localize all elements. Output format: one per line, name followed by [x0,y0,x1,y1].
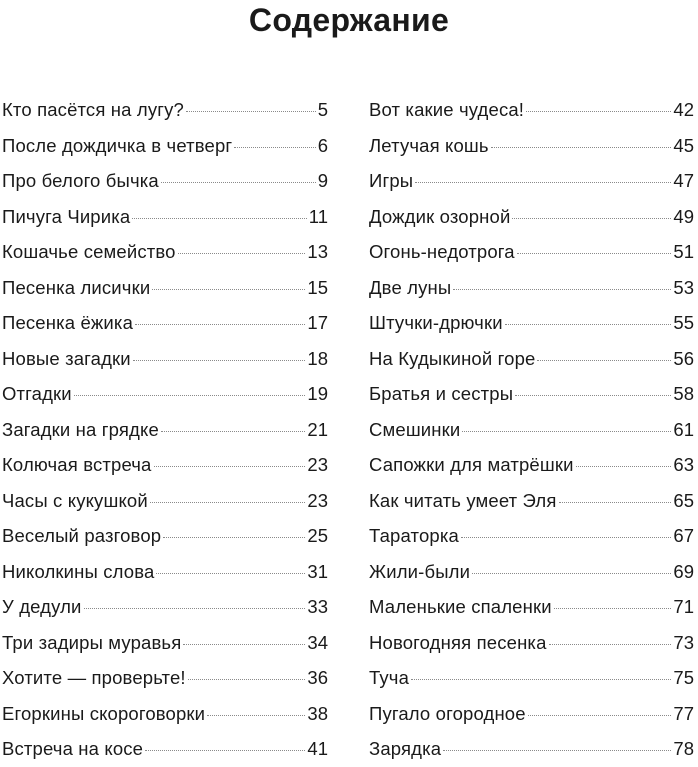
toc-entry[interactable] [369,305,694,341]
dot-leader [453,289,671,290]
dot-leader [462,431,671,432]
dot-leader [411,679,671,680]
dot-leader [554,608,672,609]
dot-leader [491,147,672,148]
toc-entry-page: 67 [673,525,694,546]
dot-leader [74,395,306,396]
toc-entry-page: 63 [673,454,694,475]
toc-entry-title: Зарядка [369,738,442,759]
dot-leader [207,715,305,716]
page-title: Содержание [248,2,450,38]
dot-leader [526,111,671,112]
toc-entry[interactable] [2,163,328,199]
toc-entry-title: Сапожки для матрёшки [369,454,574,475]
toc-entry-page: 58 [673,383,694,404]
dot-leader [150,502,306,503]
toc-entry-page: 9 [317,170,328,191]
toc-entry-title: Кто пасётся на лугу? [2,99,184,120]
toc-entry[interactable] [369,589,694,625]
toc-entry[interactable] [2,305,328,341]
toc-entry[interactable] [2,447,328,483]
toc-entry-page: 23 [307,489,328,511]
toc-entry-page: 49 [673,205,694,227]
toc-entry-title: Загадки на грядке [2,418,159,440]
toc-entry-title: Вот какие чудеса! [369,99,525,120]
toc-entry-title: Веселый разговор [2,525,162,546]
dot-leader [186,111,316,112]
toc-entry[interactable] [2,660,328,696]
toc-entry-title: Пугало огородное [369,702,526,724]
toc-entry[interactable] [369,554,694,590]
toc-entry[interactable] [369,447,694,483]
dot-leader [132,218,306,219]
toc-entry-page: 47 [673,170,694,191]
dot-leader [549,644,672,645]
toc-entry[interactable] [369,128,694,164]
toc-entry-page: 42 [673,99,694,120]
toc-entry-title: Кошачье семейство [2,241,176,262]
toc-entry-page: 77 [673,702,694,724]
dot-leader [512,218,671,219]
dot-leader [517,253,672,254]
toc-entry-title: Про белого бычка [2,170,159,191]
toc-entry-title: Песенка лисички [2,276,151,298]
toc-entry-title: Новогодняя песенка [369,631,547,653]
dot-leader [472,573,671,574]
toc-entry-title: Огонь-недотрога [369,241,515,262]
dot-leader [161,182,316,183]
toc-entry[interactable] [369,696,694,732]
toc-entry-page: 19 [307,383,328,404]
toc-entry-title: Колючая встреча [2,454,152,475]
toc-entry-title: Игры [369,170,414,191]
toc-entry[interactable] [2,234,328,270]
toc-entry-title: Новые загадки [2,347,131,369]
dot-leader [461,537,672,538]
toc-entry-page: 21 [307,418,328,440]
toc-entry[interactable] [2,589,328,625]
dot-leader [537,360,671,361]
dot-leader [145,750,305,751]
toc-entry-title: Встреча на косе [2,738,144,759]
toc-entry-page: 75 [673,667,694,688]
toc-entry[interactable] [2,554,328,590]
toc-entry-page: 13 [307,241,328,262]
toc-entry-page: 18 [307,347,328,369]
toc-entry[interactable] [369,234,694,270]
dot-leader [515,395,671,396]
dot-leader [234,147,315,148]
toc-entry-page: 17 [307,312,328,333]
toc-entry[interactable] [2,731,328,767]
toc-entry-title: Хотите — проверьте! [2,667,186,688]
toc-entry[interactable] [369,163,694,199]
toc-entry-page: 65 [673,489,694,511]
toc-entry[interactable] [2,412,328,448]
toc-column-left [2,92,328,767]
dot-leader [163,537,305,538]
toc-entry-title: Штучки-дрючки [369,312,503,333]
toc-entry-title: Жили-были [369,560,471,582]
toc-entry-title: Пичуга Чирика [2,205,131,227]
toc-entry[interactable] [369,270,694,306]
dot-leader [188,679,306,680]
toc-entry-page: 69 [673,560,694,582]
toc-entry-page: 73 [673,631,694,653]
dot-leader [528,715,672,716]
toc-entry[interactable] [2,625,328,661]
toc-entry[interactable] [369,92,694,128]
toc-entry-page: 25 [307,525,328,546]
toc-entry-title: На Кудыкиной горе [369,347,536,369]
dot-leader [183,644,305,645]
dot-leader [178,253,306,254]
toc-entry-title: У дедули [2,596,82,617]
toc-column-right [369,92,694,767]
toc-entry-page: 45 [673,134,694,156]
toc-entry[interactable] [2,270,328,306]
toc-entry[interactable] [369,199,694,235]
toc-entry-title: Туча [369,667,410,688]
dot-leader [576,466,672,467]
toc-entry-title: Летучая кошь [369,134,489,156]
toc-entry-title: Отгадки [2,383,72,404]
toc-entry[interactable] [2,483,328,519]
toc-entry-title: Часы с кукушкой [2,489,148,511]
toc-entry[interactable] [2,92,328,128]
dot-leader [505,324,672,325]
toc-entry-page: 51 [673,241,694,262]
toc-entry-title: Егоркины скороговорки [2,702,206,724]
toc-entry-title: После дождичка в четверг [2,134,233,156]
toc-entry[interactable] [2,199,328,235]
toc-entry-page: 5 [317,99,328,120]
toc-entry[interactable] [2,696,328,732]
toc-entry[interactable] [369,341,694,377]
toc-entry[interactable] [369,412,694,448]
toc-entry-page: 53 [673,276,694,298]
toc-entry-page: 71 [673,596,694,617]
toc-entry-page: 31 [307,560,328,582]
toc-entry-title: Тараторка [369,525,459,546]
toc-entry-title: Николкины слова [2,560,155,582]
toc-entry-page: 6 [317,134,328,156]
toc-entry-title: Дождик озорной [369,205,511,227]
dot-leader [156,573,305,574]
toc-entry-page: 55 [673,312,694,333]
toc-entry[interactable] [369,625,694,661]
toc-entry-page: 36 [307,667,328,688]
toc-entry-page: 11 [308,205,328,227]
toc-entry[interactable] [369,660,694,696]
toc-entry-page: 56 [673,347,694,369]
toc-entry[interactable] [2,128,328,164]
toc-entry-page: 33 [307,596,328,617]
toc-entry[interactable] [369,731,694,767]
dot-leader [559,502,672,503]
toc-entry[interactable] [369,376,694,412]
toc-entry-title: Две луны [369,276,452,298]
dot-leader [135,324,305,325]
dot-leader [133,360,306,361]
toc-entry-title: Песенка ёжика [2,312,134,333]
toc-entry-page: 61 [673,418,694,440]
toc-entry-title: Смешинки [369,418,461,440]
toc-entry-title: Маленькие спаленки [369,596,552,617]
dot-leader [415,182,671,183]
toc-entry-page: 41 [307,738,328,759]
toc-entry[interactable] [369,483,694,519]
toc-entry-page: 38 [307,702,328,724]
dot-leader [84,608,306,609]
toc-entry-page: 23 [307,454,328,475]
toc-entry-title: Как читать умеет Эля [369,489,557,511]
toc-entry-page: 78 [673,738,694,759]
toc-entry[interactable] [369,518,694,554]
toc-entry-page: 15 [307,276,328,298]
toc-entry-page: 34 [307,631,328,653]
toc-entry[interactable] [2,341,328,377]
dot-leader [161,431,306,432]
dot-leader [154,466,306,467]
toc-entry-title: Братья и сестры [369,383,514,404]
dot-leader [443,750,671,751]
toc-entry[interactable] [2,376,328,412]
toc-entry-title: Три задиры муравья [2,631,182,653]
dot-leader [152,289,305,290]
toc-entry[interactable] [2,518,328,554]
